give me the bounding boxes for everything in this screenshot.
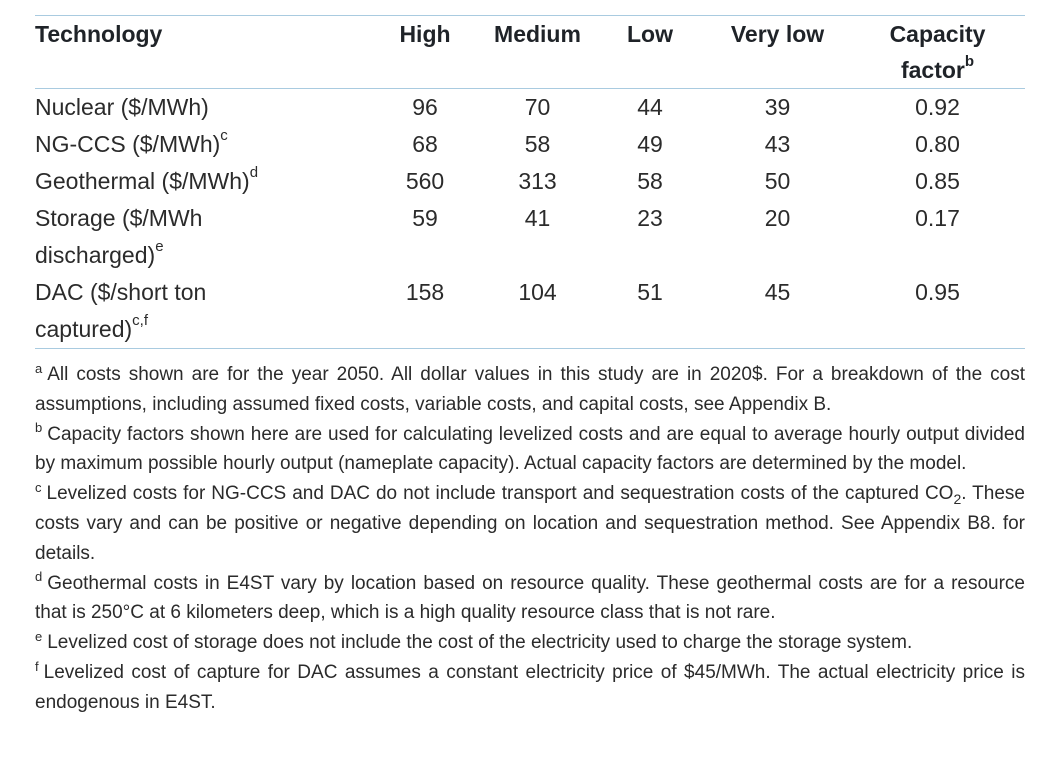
footnote-mark: b [35,420,43,436]
footnote-mark: e [35,628,43,644]
cell-high: 560 [405,168,445,194]
footnote-text: Geothermal costs in E4ST vary by location based on resource quality. These geothermal costs are for a resource that is 250°C at 6 kilometers deep, which is a high quality resource class that is not rare. [35,572,1025,624]
footnote-mark: c [35,479,42,495]
row-technology [35,200,370,274]
cell-very-low: 20 [764,205,791,231]
footnote-d [35,569,1025,629]
footnote-e [35,628,1025,658]
footnote-text: All costs shown are for the year 2050. All dollar values in this study are in 2020$. For a breakdown of the cost assumptions, including assumed fixed costs, variable costs, and capital costs, see Appendix B. [35,364,1025,415]
cell-medium: 313 [518,168,557,194]
cell-capacity-factor: 0.80 [915,131,960,157]
footnote-text: Levelized cost of capture for DAC assumes a constant electricity price of $45/MWh. The actual electricity price is endogenous in E4ST. [35,661,1025,713]
cell-low: 44 [637,94,663,120]
header-very-low: Very low [730,21,825,47]
cell-capacity-factor: 0.17 [915,205,960,231]
header-capacity-factor-label: Capacity factor [889,21,986,83]
header-capacity-factor [850,16,1025,89]
footnote-b [35,420,1025,480]
row-footnote-mark: c [220,127,228,145]
table-row [35,89,1025,127]
row-footnote-mark: c,f [132,312,149,330]
cell-very-low: 43 [764,131,791,157]
cell-high: 68 [412,131,438,157]
cell-low: 51 [637,279,663,305]
cell-medium: 58 [524,131,551,157]
row-technology-label: NG-CCS ($/MWh) [35,131,221,157]
cell-capacity-factor: 0.95 [915,279,960,305]
cell-low: 58 [637,168,663,194]
cell-capacity-factor: 0.85 [915,168,960,194]
cell-very-low: 50 [764,168,791,194]
row-technology [35,274,370,349]
footnote-text-after: . These costs vary and can be positive or negative depending on location and sequestration method. See Appendix B8. for details. [35,483,1025,564]
table-footnotes [35,360,1025,718]
header-capacity-factor-mark: b [964,53,975,71]
footnote-mark: a [35,360,43,376]
cell-high: 158 [405,279,445,305]
row-footnote-mark: d [249,164,259,182]
cell-high: 59 [412,205,438,231]
row-technology-label: Geothermal ($/MWh) [35,168,250,194]
footnote-mark: f [35,658,39,674]
table-row [35,126,1025,163]
cost-table [35,15,1025,349]
row-footnote-mark: e [155,238,164,256]
cell-medium: 104 [518,279,557,305]
footnote-subscript: 2 [953,490,962,507]
table-row [35,200,1025,274]
row-technology-label: DAC ($/short ton captured) [35,279,207,342]
row-technology-label: Nuclear ($/MWh) [35,94,209,120]
footnote-mark: d [35,569,43,585]
table-header-row [35,16,1025,89]
footnote-c [35,479,1025,568]
header-high: High [399,21,451,47]
cell-very-low: 39 [764,94,791,120]
footnote-f [35,658,1025,718]
cell-medium: 70 [524,94,551,120]
footnote-a [35,360,1025,420]
cell-very-low: 45 [764,279,791,305]
row-technology [35,163,370,200]
row-technology [35,89,370,127]
footnote-text: Capacity factors shown here are used for calculating levelized costs and are equal to average hourly output divided by maximum possible hourly output (nameplate capacity). Actual capacity factors are determined by the model. [35,423,1025,475]
cell-low: 23 [637,205,663,231]
row-technology [35,126,370,163]
footnote-text-before: Levelized costs for NG-CCS and DAC do not include transport and sequestration costs of the captured CO [46,483,954,505]
table-row [35,274,1025,349]
cell-low: 49 [637,131,663,157]
cell-high: 96 [412,94,438,120]
row-technology-label: Storage ($/MWh discharged) [35,205,203,268]
footnote-text: Levelized cost of storage does not include the cost of the electricity used to charge the storage system. [47,632,913,654]
header-low: Low [627,21,673,47]
cell-capacity-factor: 0.92 [915,94,960,120]
header-medium: Medium [494,21,581,47]
header-technology: Technology [35,21,163,47]
table-row [35,163,1025,200]
cell-medium: 41 [524,205,551,231]
